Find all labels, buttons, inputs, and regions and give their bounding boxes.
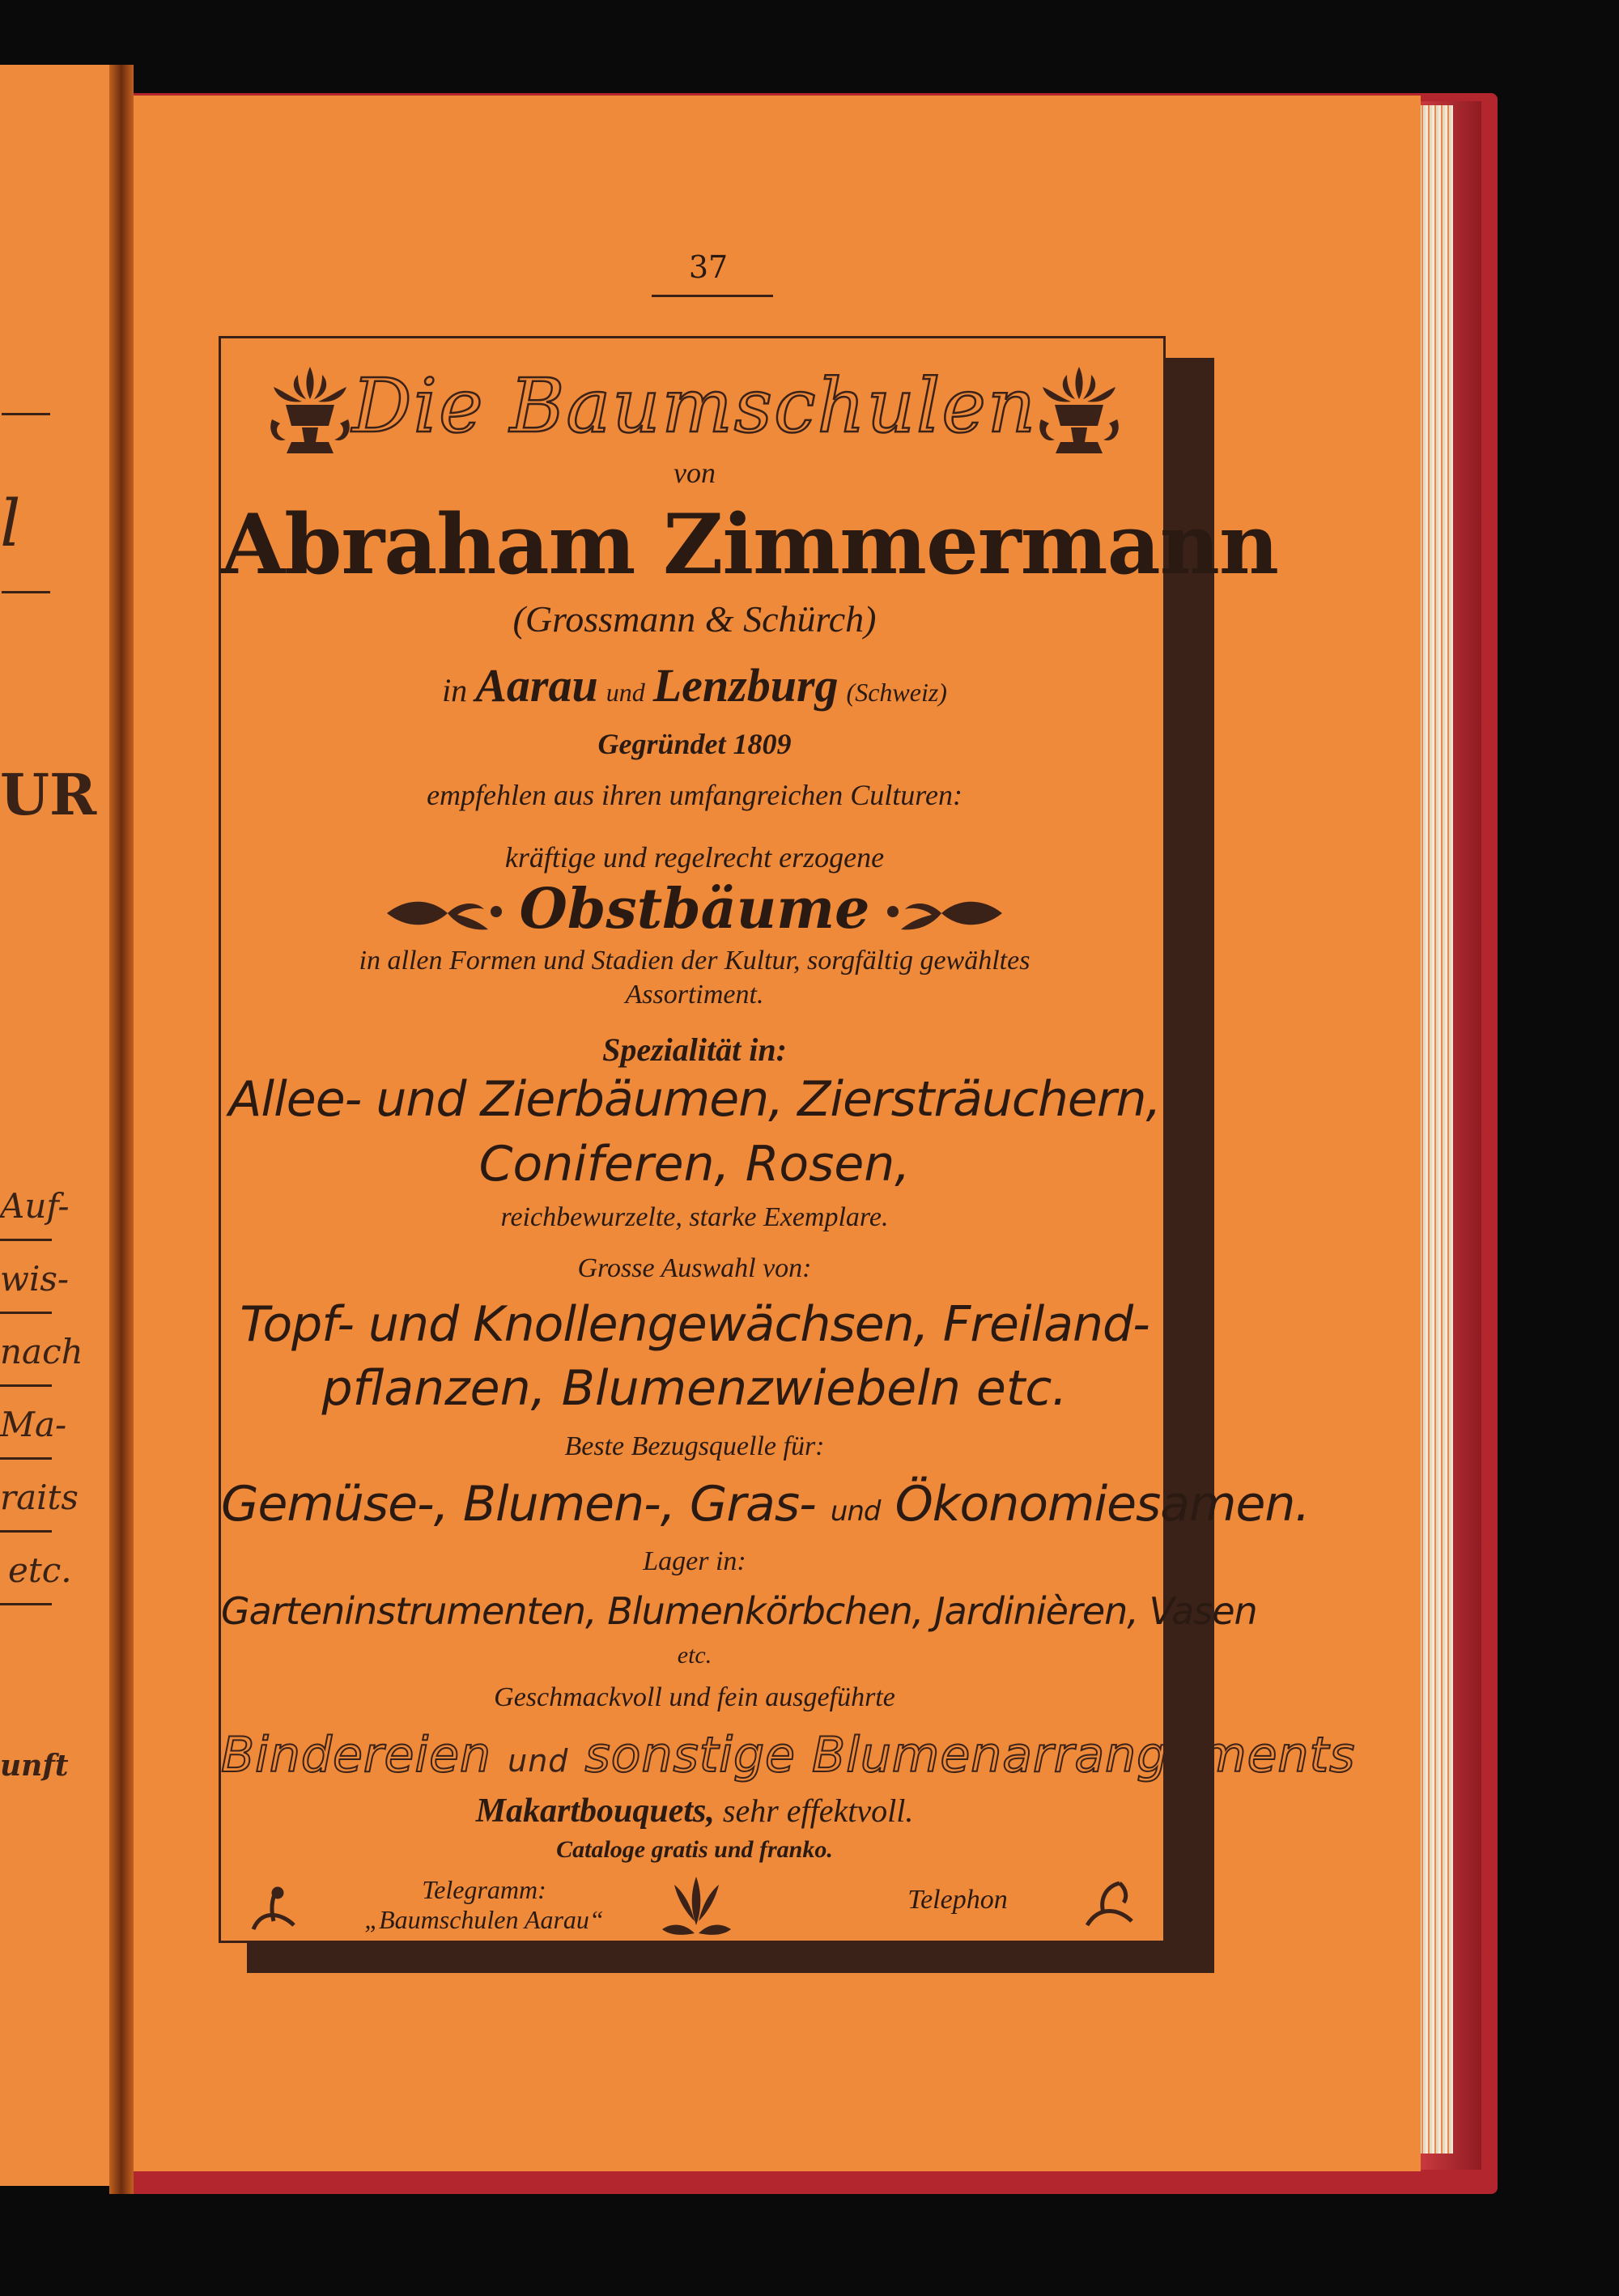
seeds-und: und xyxy=(830,1495,881,1528)
assortment-line: Assortiment. xyxy=(625,980,764,1010)
left-page-rule xyxy=(2,591,50,598)
location-in: in xyxy=(442,672,468,708)
floral-corner-icon xyxy=(1079,1877,1140,1937)
left-page-fragment: Ma- xyxy=(0,1405,67,1444)
city-aarau: Aarau xyxy=(475,659,598,712)
seeds-line xyxy=(221,1476,1310,1533)
founded-year: Gegründet 1809 xyxy=(597,728,792,760)
left-page-rule xyxy=(2,413,50,420)
stock-heading: Lager in: xyxy=(643,1546,746,1576)
left-page-fragment: wis- xyxy=(0,1259,70,1299)
left-page-fragment: nach xyxy=(0,1332,83,1371)
vigorous-line: kräftige und regelrecht erzogene xyxy=(504,841,885,874)
tasteful-line: Geschmackvoll und fein ausgeführte xyxy=(494,1682,895,1712)
advert-headline: Die Baumschulen xyxy=(351,363,1038,449)
left-page-fragment: etc. xyxy=(8,1550,72,1590)
makart-line xyxy=(221,1792,1168,1830)
leaf-flourish-icon xyxy=(658,1873,735,1941)
etc-line: etc. xyxy=(677,1642,712,1669)
makart-rest: sehr effektvoll. xyxy=(722,1792,914,1829)
trees-line-2: Coniferen, Rosen, xyxy=(478,1136,911,1193)
pots-line-2: pflanzen, Blumenzwiebeln etc. xyxy=(321,1360,1068,1417)
floral-corner-icon xyxy=(245,1885,302,1937)
advert-frame xyxy=(219,336,1356,1943)
left-page-rule xyxy=(0,1457,52,1460)
telegram-label: Telegramm: xyxy=(422,1875,546,1904)
location-line xyxy=(221,658,1168,712)
left-page-rule xyxy=(0,1239,52,1241)
speciality-heading: Spezialität in: xyxy=(602,1031,787,1068)
telephone-label: Telephon xyxy=(907,1885,1008,1915)
left-page-fragment: unft xyxy=(0,1749,69,1783)
fruit-trees-title: Obstbäume xyxy=(519,877,870,942)
tools-line: Garteninstrumenten, Blumenkörbchen, Jardinièren, Vasen xyxy=(221,1589,1257,1633)
catalogue-line: Cataloge gratis und franko. xyxy=(556,1836,833,1863)
partners: (Grossmann & Schürch) xyxy=(512,598,877,640)
telegram-address: „Baumschulen Aarau“ xyxy=(364,1905,604,1934)
book-gutter xyxy=(109,65,134,2194)
left-page-rule xyxy=(0,1384,52,1387)
arrangements-und: und xyxy=(508,1743,569,1779)
left-page-fragment: UR xyxy=(0,761,97,828)
left-page-rule xyxy=(0,1603,52,1605)
left-page xyxy=(0,65,121,2186)
seeds-part-a: Gemüse-, Blumen-, Gras- xyxy=(221,1476,816,1533)
rooted-line: reichbewurzelte, starke Exemplare. xyxy=(500,1202,889,1232)
arrangements-part-a: Bindereien xyxy=(221,1727,492,1784)
page-number-rule xyxy=(652,295,773,297)
left-page-fragment: raits xyxy=(0,1478,79,1517)
forms-line: in allen Formen und Stadien der Kultur, sorgfältig gewähltes xyxy=(359,946,1030,976)
recommend-line: empfehlen aus ihren umfangreichen Culturen: xyxy=(427,779,962,811)
leaf-flourish-icon xyxy=(885,889,1006,938)
left-page-fragment: l xyxy=(0,486,21,561)
seeds-part-b: Ökonomiesamen. xyxy=(894,1476,1310,1533)
page-edges xyxy=(1417,105,1453,2154)
left-page-rule xyxy=(0,1312,52,1314)
pots-line-1: Topf- und Knollengewächsen, Freiland- xyxy=(240,1296,1149,1353)
arrangements-line xyxy=(221,1727,1356,1784)
location-und: und xyxy=(606,678,645,707)
city-lenzburg: Lenzburg xyxy=(652,659,839,712)
choice-heading: Grosse Auswahl von: xyxy=(577,1253,812,1283)
firm-name: Abraham Zimmermann xyxy=(221,496,1279,593)
left-page-fragment: Auf- xyxy=(0,1186,70,1226)
left-page-rule xyxy=(0,1530,52,1533)
country: (Schweiz) xyxy=(846,678,947,707)
makart-bold: Makartbouquets, xyxy=(475,1792,715,1830)
trees-line-1: Allee- und Zierbäumen, Ziersträuchern, xyxy=(228,1071,1161,1128)
arrangements-part-b: sonstige Blumenarrangements xyxy=(584,1727,1356,1784)
source-heading: Beste Bezugsquelle für: xyxy=(564,1431,825,1461)
von-label: von xyxy=(674,457,716,489)
page-number: 37 xyxy=(688,249,729,285)
